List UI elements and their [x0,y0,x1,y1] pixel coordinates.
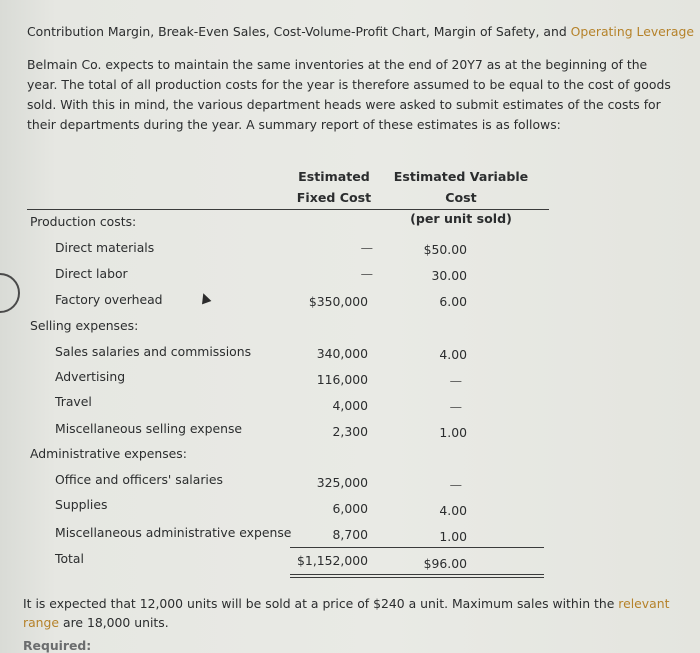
title-link-operating-leverage[interactable]: Operating Leverage [570,24,694,39]
section-production: Production costs: [30,214,137,229]
row-label-direct-labor: Direct labor [55,266,128,281]
row-fixed-supplies: 6,000 [332,501,368,516]
intro-paragraph: Belmain Co. expects to maintain the same inventories at the end of 20Y7 as at the beginning of the year. The total of all production costs for the year is therefore assumed to be equal to the cost of goods sold. With this in mind, the various department heads were asked to submit estimates of the costs for their departments during the year. A summary report of these estimates is as follows: [27,57,671,132]
row-variable-advertising: — [449,373,462,388]
row-label-office-salaries: Office and officers' salaries [55,472,223,487]
section-administrative: Administrative expenses: [30,446,187,461]
row-label-direct-materials: Direct materials [55,240,155,255]
header-variable-line2: (per unit sold) [410,211,512,226]
row-label-factory-overhead: Factory overhead [55,292,163,307]
footer-link-relevant-range[interactable]: relevant range [23,596,670,630]
row-label-misc-administrative: Miscellaneous administrative expense [55,525,292,540]
row-fixed-office-salaries: 325,000 [316,475,368,490]
problem-title [27,24,694,39]
required-heading: Required: [23,638,92,653]
title-text: Contribution Margin, Break-Even Sales, Cost-Volume-Profit Chart, Margin of Safety, and [27,24,571,39]
footer-text-before: It is expected that 12,000 units will be sold at a price of $240 a unit. Maximum sales within the [23,596,619,611]
row-variable-office-salaries: — [449,477,462,492]
row-fixed-advertising: 116,000 [316,372,368,387]
total-double-rule-1 [290,574,544,575]
footer-text-after: are 18,000 units. [59,615,169,630]
header-fixed-cost [292,166,376,208]
total-top-rule [290,547,544,548]
row-variable-total: $96.00 [423,556,467,571]
header-variable-line1: Estimated Variable Cost [393,169,529,205]
row-variable-factory-overhead: 6.00 [439,294,467,309]
row-fixed-sales-salaries: 340,000 [316,346,368,361]
row-fixed-travel: 4,000 [332,398,368,413]
header-rule [27,209,549,210]
row-variable-supplies: 4.00 [439,503,467,518]
section-selling: Selling expenses: [30,318,139,333]
row-label-advertising: Advertising [55,369,126,384]
scroll-circle-icon[interactable] [0,273,20,313]
row-fixed-direct-materials: — [360,240,373,255]
header-fixed-line2: Fixed Cost [296,190,372,205]
row-variable-direct-materials: $50.00 [423,242,467,257]
row-variable-travel: — [449,399,462,414]
row-variable-misc-administrative: 1.00 [439,529,467,544]
total-double-rule-2 [290,577,544,578]
header-fixed-line1: Estimated [298,169,370,184]
row-fixed-direct-labor: — [360,266,373,281]
row-label-travel: Travel [55,394,92,409]
row-variable-direct-labor: 30.00 [431,268,467,283]
row-label-total: Total [55,551,84,566]
row-fixed-misc-selling: 2,300 [332,424,368,439]
row-fixed-factory-overhead: $350,000 [308,294,368,309]
mouse-cursor-icon [199,292,212,305]
footer-paragraph [23,594,683,632]
row-variable-sales-salaries: 4.00 [439,347,467,362]
row-fixed-total: $1,152,000 [297,553,368,568]
header-variable-cost [380,166,542,229]
row-label-misc-selling: Miscellaneous selling expense [55,421,243,436]
row-fixed-misc-administrative: 8,700 [332,527,368,542]
row-label-sales-salaries: Sales salaries and commissions [55,344,252,359]
row-variable-misc-selling: 1.00 [439,425,467,440]
row-label-supplies: Supplies [55,497,108,512]
